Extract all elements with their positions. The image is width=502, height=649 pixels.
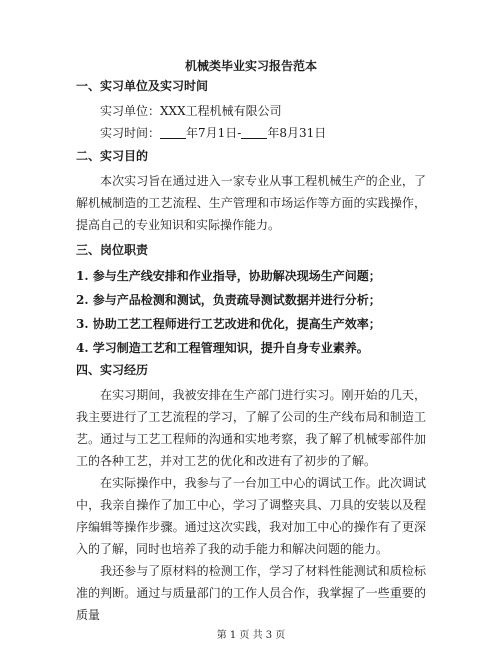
year-blank-start bbox=[160, 126, 186, 139]
internship-time bbox=[76, 122, 426, 144]
document-page bbox=[76, 58, 426, 626]
document-title: 机械类毕业实习报告范本 bbox=[184, 59, 317, 73]
section-heading-unit-time: 一、实习单位及实习时间 bbox=[76, 79, 209, 93]
purpose-paragraph: 本次实习旨在通过进入一家专业从事工程机械生产的企业，了解机械制造的工艺流程、生产管理和市场运作等方面的实践操作，提高自己的专业知识和实际操作能力。 bbox=[76, 174, 426, 232]
section-heading-purpose: 二、实习目的 bbox=[76, 149, 149, 163]
internship-time-suffix: 年8月31日 bbox=[267, 126, 327, 140]
duty-item-1: 1. 参与生产线安排和作业指导，协助解决现场生产问题； bbox=[76, 269, 381, 283]
internship-unit: 实习单位：XXX工程机械有限公司 bbox=[100, 104, 282, 118]
experience-paragraph-2: 在实际操作中，我参与了一台加工中心的调试工作。此次调试中，我亲自操作了加工中心，学习了调整夹具、刀具的安装以及程序编辑等操作步骤。通过这次实践，我对加工中心的操作有了更深入的了解，同时也培养了我的动手能力和解决问题的能力。 bbox=[76, 476, 426, 556]
internship-time-prefix: 实习时间： bbox=[100, 126, 161, 140]
duty-item-2: 2. 参与产品检测和测试，负责疏导测试数据并进行分析； bbox=[76, 293, 381, 307]
duty-item-3: 3. 协助工艺工程师进行工艺改进和优化，提高生产效率； bbox=[76, 317, 381, 331]
duty-item-4: 4. 学习制造工艺和工程管理知识，提升自身专业素养。 bbox=[76, 341, 369, 355]
internship-time-mid: 年7月1日- bbox=[186, 126, 242, 140]
experience-paragraph-1: 在实习期间，我被安排在生产部门进行实习。刚开始的几天，我主要进行了工艺流程的学习，了解了公司的生产线布局和制造工艺。通过与工艺工程师的沟通和实地考察，我了解了机械零部件加工的各种工艺，并对工艺的优化和改进有了初步的了解。 bbox=[76, 388, 426, 468]
section-heading-experience: 四、实习经历 bbox=[76, 363, 149, 377]
section-heading-duties: 三、岗位职责 bbox=[76, 243, 149, 257]
page-footer: 第 1 页 共 3 页 bbox=[216, 630, 286, 641]
experience-paragraph-3: 我还参与了原材料的检测工作，学习了材料性能测试和质检标准的判断。通过与质量部门的工作人员合作，我掌握了一些重要的质量 bbox=[76, 564, 426, 622]
year-blank-end bbox=[241, 126, 267, 139]
